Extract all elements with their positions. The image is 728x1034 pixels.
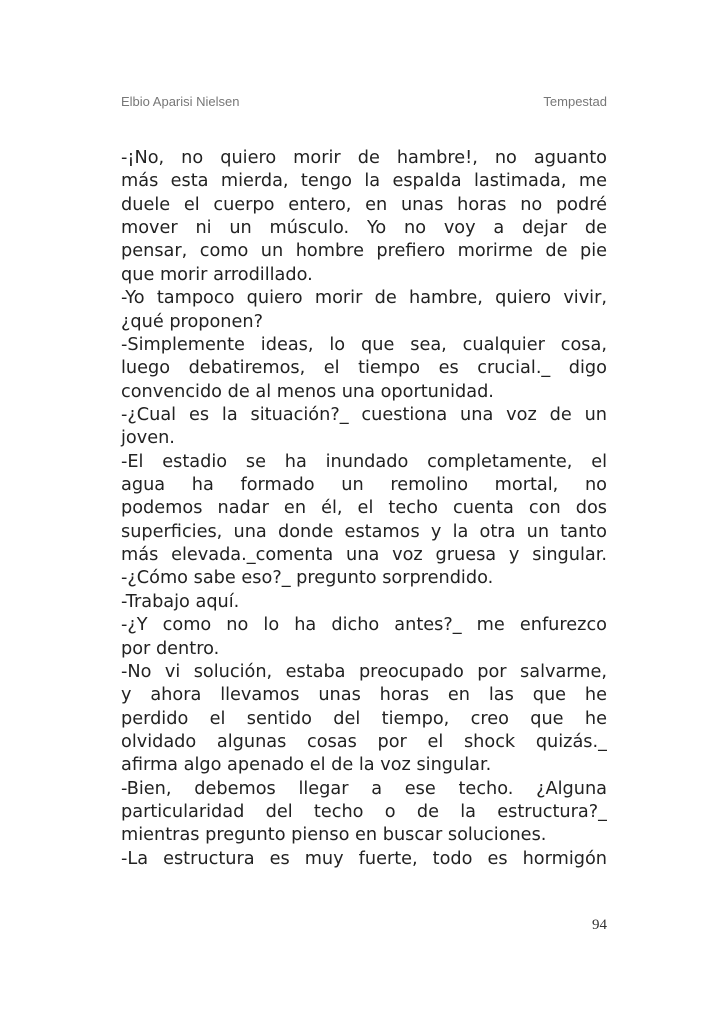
text-line: más elevada._comenta una voz gruesa y singular. xyxy=(121,545,607,566)
text-line: ¿qué proponen? xyxy=(121,311,264,332)
text-line: particularidad del techo o de la estructura?_ xyxy=(121,802,607,823)
text-line: perdido el sentido del tiempo, creo que he xyxy=(121,708,607,729)
text-line: -El estadio se ha inundado completamente, el xyxy=(121,451,607,472)
page-number: 94 xyxy=(592,917,607,933)
text-line: que morir arrodillado. xyxy=(121,264,313,285)
text-line: -¿Cómo sabe eso?_ pregunto sorprendido. xyxy=(121,568,494,589)
text-line: joven. xyxy=(121,428,175,449)
running-header xyxy=(121,94,607,114)
text-line: agua ha formado un remolino mortal, no xyxy=(121,475,607,496)
header-author: Elbio Aparisi Nielsen xyxy=(121,94,240,109)
text-line: duele el cuerpo entero, en unas horas no podré xyxy=(121,194,607,215)
text-line: pensar, como un hombre prefiero morirme de pie xyxy=(121,241,607,262)
text-line: -¿Y como no lo ha dicho antes?_ me enfurezco xyxy=(121,615,607,636)
text-line: por dentro. xyxy=(121,638,220,659)
text-line: y ahora llevamos unas horas en las que he xyxy=(121,685,607,706)
text-line: -Simplemente ideas, lo que sea, cualquier cosa, xyxy=(121,334,607,355)
header-book-title: Tempestad xyxy=(543,94,607,109)
text-line: -La estructura es muy fuerte, todo es hormigón xyxy=(121,848,607,869)
text-line: -Bien, debemos llegar a ese techo. ¿Alguna xyxy=(121,778,607,799)
text-line: -Yo tampoco quiero morir de hambre, quiero vivir, xyxy=(121,288,607,309)
text-line: luego debatiremos, el tiempo es crucial._ digo xyxy=(121,358,607,379)
text-line: -¡No, no quiero morir de hambre!, no aguanto xyxy=(121,148,607,168)
text-line: superficies, una donde estamos y la otra un tanto xyxy=(121,521,607,542)
text-line: -No vi solución, estaba preocupado por salvarme, xyxy=(121,661,607,682)
text-line: mientras pregunto pienso en buscar soluciones. xyxy=(121,825,547,846)
text-line: -¿Cual es la situación?_ cuestiona una voz de un xyxy=(121,404,607,425)
text-line: afirma algo apenado el de la voz singular. xyxy=(121,755,492,776)
body-text xyxy=(121,147,607,871)
text-line: olvidado algunas cosas por el shock quizás._ xyxy=(121,731,607,752)
text-line: convencido de al menos una oportunidad. xyxy=(121,381,494,402)
text-line: más esta mierda, tengo la espalda lastimada, me xyxy=(121,171,607,192)
text-line: podemos nadar en él, el techo cuenta con dos xyxy=(121,498,607,519)
text-line: -Trabajo aquí. xyxy=(121,591,240,612)
text-line: mover ni un músculo. Yo no voy a dejar de xyxy=(121,218,607,239)
